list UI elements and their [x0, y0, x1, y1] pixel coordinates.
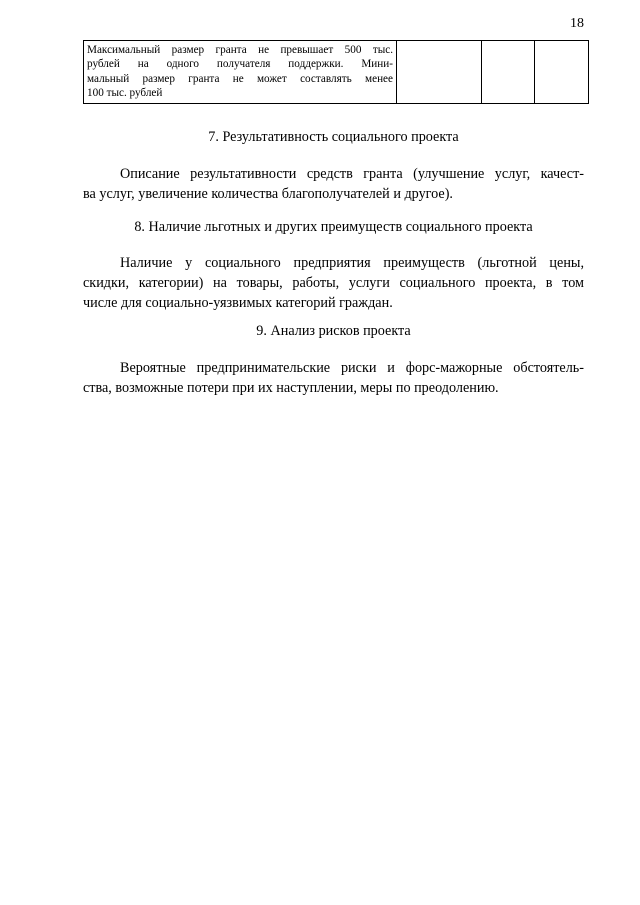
paragraph-line: Наличие у социального предприятия преимуществ (льготной цены, [120, 255, 584, 271]
page-number: 18 [570, 16, 584, 31]
cell-text-line: мальный размер гранта не может составлять менее [87, 72, 393, 85]
empty-cell [535, 41, 589, 104]
cell-text-line: 100 тыс. рублей [87, 87, 163, 100]
section-heading-benefits: 8. Наличие льготных и других преимуществ социального проекта [134, 219, 533, 235]
grant-size-cell [84, 41, 397, 104]
empty-cell [397, 41, 482, 104]
cell-text-line: Максимальный размер гранта не превышает 500 тыс. [87, 44, 393, 56]
section-paragraph-results [83, 164, 584, 204]
paragraph-line: ства, возможные потери при их наступлении, меры по преодолению. [83, 380, 499, 396]
paragraph-line: Описание результативности средств гранта (улучшение услуг, качест- [120, 166, 584, 182]
section-heading-risks: 9. Анализ рисков проекта [256, 323, 411, 339]
section-heading-results: 7. Результативность социального проекта [208, 129, 459, 145]
paragraph-line: Вероятные предпринимательские риски и форс-мажорные обстоятель- [120, 360, 584, 376]
paragraph-line: ва услуг, увеличение количества благополучателей и другое). [83, 186, 453, 202]
section-paragraph-risks [83, 358, 584, 398]
section-paragraph-benefits [83, 253, 584, 313]
paragraph-line: скидки, категории) на товары, работы, услуги социального проекта, в том [83, 275, 584, 291]
paragraph-line: числе для социально-уязвимых категорий граждан. [83, 295, 393, 311]
empty-cell [482, 41, 535, 104]
table-row [84, 41, 589, 104]
cell-text-line: рублей на одного получателя поддержки. Мини- [87, 58, 393, 71]
grant-size-table [83, 40, 589, 104]
